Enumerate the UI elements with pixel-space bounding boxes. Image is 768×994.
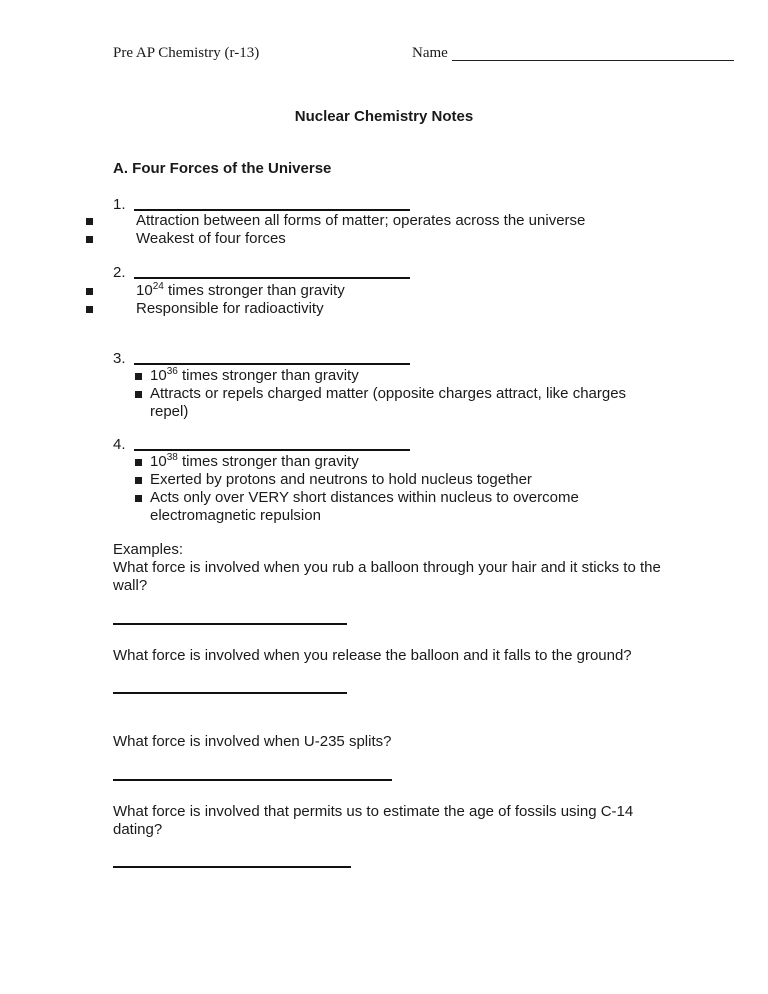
list-item bbox=[111, 212, 585, 230]
force-4-number: 4. bbox=[113, 436, 126, 453]
square-bullet-icon bbox=[135, 477, 142, 484]
square-bullet-icon bbox=[135, 373, 142, 380]
square-bullet-icon bbox=[135, 495, 142, 502]
power-exponent: 36 bbox=[166, 366, 178, 377]
list-item bbox=[111, 300, 345, 318]
example-question-3: What force is involved when U-235 splits? bbox=[113, 733, 392, 750]
name-label: Name bbox=[412, 45, 448, 61]
force-4-bullets bbox=[134, 453, 654, 525]
name-blank-line[interactable] bbox=[452, 60, 734, 61]
bullet-text: Attraction between all forms of matter; operates across the universe bbox=[136, 212, 586, 229]
bullet-text: Attracts or repels charged matter (opposite charges attract, like charges repel) bbox=[150, 385, 627, 420]
square-bullet-icon bbox=[86, 218, 93, 225]
power-exponent: 38 bbox=[166, 452, 178, 463]
force-2-number: 2. bbox=[113, 264, 126, 281]
force-3-blank[interactable] bbox=[134, 363, 410, 365]
answer-line-4[interactable] bbox=[113, 866, 351, 868]
force-3-number: 3. bbox=[113, 350, 126, 367]
examples-label: Examples: bbox=[113, 541, 184, 558]
force-1-bullets bbox=[136, 212, 585, 248]
list-item bbox=[134, 489, 654, 525]
square-bullet-icon bbox=[86, 306, 93, 313]
power-base: 10 bbox=[150, 367, 167, 384]
square-bullet-icon bbox=[86, 236, 93, 243]
list-item bbox=[134, 367, 654, 385]
bullet-text: Weakest of four forces bbox=[136, 230, 286, 247]
force-4-blank[interactable] bbox=[134, 449, 410, 451]
list-item bbox=[134, 453, 654, 471]
power-base: 10 bbox=[136, 282, 153, 299]
bullet-text: Exerted by protons and neutrons to hold nucleus together bbox=[150, 471, 532, 488]
square-bullet-icon bbox=[135, 459, 142, 466]
course-header: Pre AP Chemistry (r-13) bbox=[113, 45, 260, 61]
page-title: Nuclear Chemistry Notes bbox=[294, 108, 474, 125]
force-3-bullets bbox=[134, 367, 654, 421]
list-item bbox=[111, 282, 345, 300]
bullet-text: Responsible for radioactivity bbox=[136, 300, 324, 317]
bullet-text: Acts only over VERY short distances within nucleus to overcome electromagnetic repulsion bbox=[150, 489, 579, 524]
force-2-bullets bbox=[136, 282, 345, 318]
example-question-4: What force is involved that permits us to estimate the age of fossils using C-14 dating? bbox=[113, 803, 634, 838]
square-bullet-icon bbox=[86, 288, 93, 295]
example-question-1: What force is involved when you rub a balloon through your hair and it sticks to the wall? bbox=[113, 559, 661, 594]
power-base: 10 bbox=[150, 453, 167, 470]
square-bullet-icon bbox=[135, 391, 142, 398]
bullet-text: times stronger than gravity bbox=[177, 453, 359, 470]
example-question-2: What force is involved when you release the balloon and it falls to the ground? bbox=[113, 647, 632, 664]
force-1-blank[interactable] bbox=[134, 209, 410, 211]
answer-line-1[interactable] bbox=[113, 623, 347, 625]
force-2-blank[interactable] bbox=[134, 277, 410, 279]
answer-line-2[interactable] bbox=[113, 692, 347, 694]
list-item bbox=[111, 230, 585, 248]
answer-line-3[interactable] bbox=[113, 779, 392, 781]
force-1-number: 1. bbox=[113, 196, 126, 213]
list-item bbox=[134, 385, 654, 421]
bullet-text: times stronger than gravity bbox=[177, 367, 359, 384]
power-exponent: 24 bbox=[152, 281, 164, 292]
bullet-text: times stronger than gravity bbox=[163, 282, 345, 299]
section-heading: A. Four Forces of the Universe bbox=[113, 160, 332, 177]
list-item bbox=[134, 471, 654, 489]
